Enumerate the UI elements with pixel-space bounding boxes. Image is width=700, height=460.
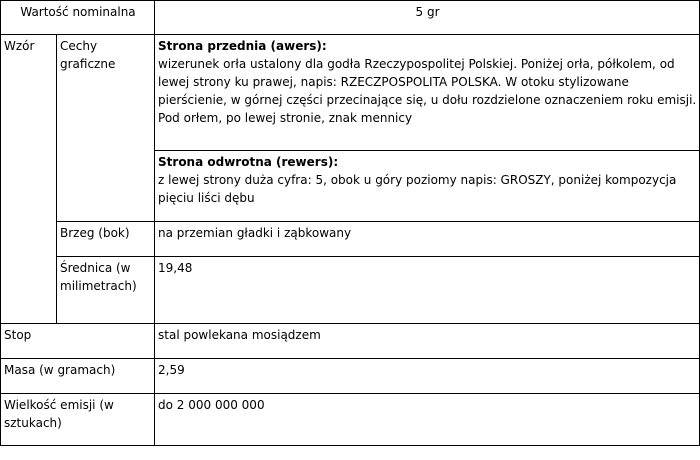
nominal-value: 5 gr — [155, 1, 700, 35]
obverse-row — [1, 35, 700, 151]
mass-value: 2,59 — [155, 359, 700, 394]
nominal-row — [1, 1, 700, 35]
edge-label: Brzeg (bok) — [57, 222, 155, 257]
diameter-row — [1, 257, 700, 324]
obverse-text: wizerunek orła ustalony dla godła Rzeczypospolitej Polskiej. Poniżej orła, półkolem, od lewej strony ku prawej, napis: RZECZPOSPOLITA POLSKA. W otoku stylizowane pierścienie, w górnej części przecinające się, u dołu rozdzielone oznaczeniem roku emisji. Pod orłem, po lewej stronie, znak mennicy — [158, 57, 697, 125]
reverse-cell — [155, 151, 700, 222]
alloy-row — [1, 324, 700, 359]
edge-value: na przemian gładki i ząbkowany — [155, 222, 700, 257]
obverse-heading: Strona przednia (awers): — [158, 39, 327, 53]
design-label: Wzór — [1, 35, 57, 324]
reverse-text: z lewej strony duża cyfra: 5, obok u góry poziomy napis: GROSZY, poniżej kompozycja pięciu liści dębu — [158, 173, 677, 205]
mintage-label: Wielkość emisji (w sztukach) — [1, 394, 155, 446]
edge-row — [1, 222, 700, 257]
reverse-heading: Strona odwrotna (rewers): — [158, 155, 339, 169]
diameter-label: Średnica (w milimetrach) — [57, 257, 155, 324]
alloy-value: stal powlekana mosiądzem — [155, 324, 700, 359]
diameter-value: 19,48 — [155, 257, 700, 324]
obverse-cell — [155, 35, 700, 151]
alloy-label: Stop — [1, 324, 155, 359]
mintage-value: do 2 000 000 000 — [155, 394, 700, 446]
graphic-features-label: Cechy graficzne — [57, 35, 155, 222]
nominal-label: Wartość nominalna — [1, 1, 155, 35]
mass-label: Masa (w gramach) — [1, 359, 155, 394]
mintage-row — [1, 394, 700, 446]
mass-row — [1, 359, 700, 394]
